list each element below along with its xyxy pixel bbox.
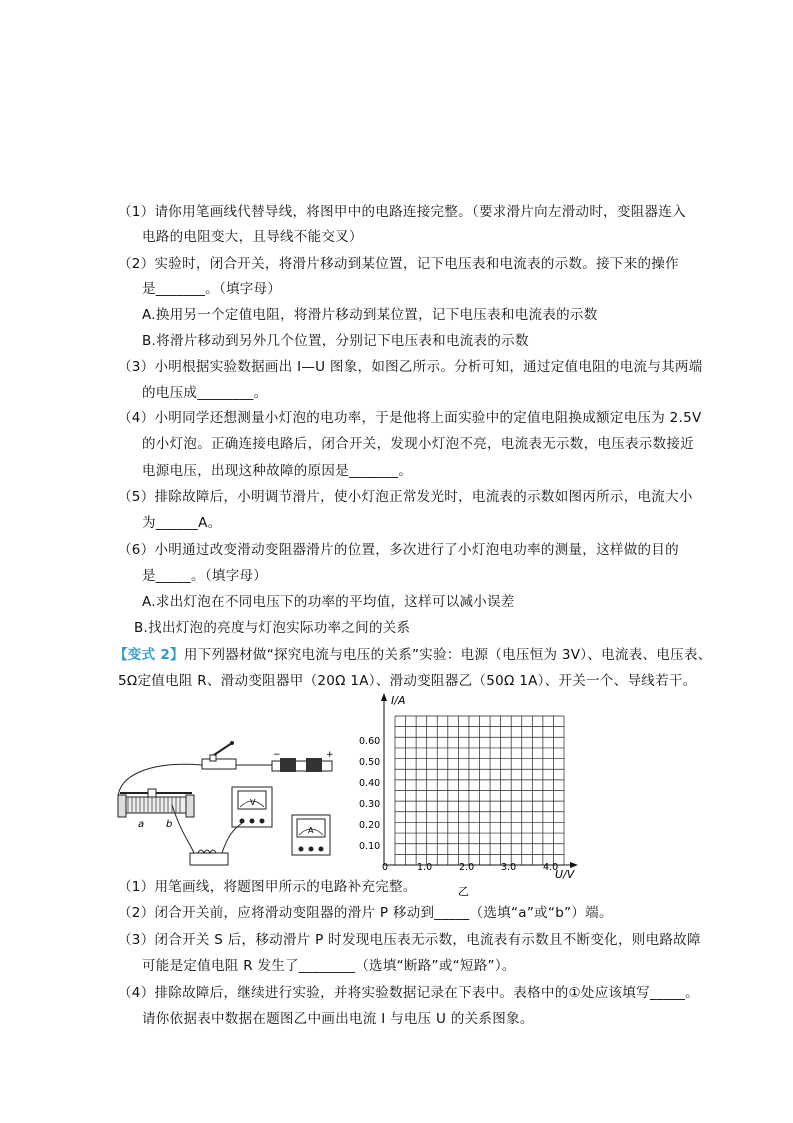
x-tick-label: 0 (382, 862, 389, 873)
variant-tag: 【变式 2】 (114, 647, 184, 663)
variant-line-2: 5Ω定值电阻 R、滑动变阻器甲（20Ω 1A）、滑动变阻器乙（50Ω 1A）、开关一个、导线若干。 (118, 673, 697, 689)
voltmeter (232, 787, 272, 827)
variant-line-1 (114, 646, 712, 664)
rheostat-terminal-b: b (166, 819, 173, 830)
switch (202, 741, 236, 769)
q6-line-2: 是_____。（填字母） (142, 568, 268, 584)
y-tick-label: 0.20 (359, 820, 381, 831)
ammeter (292, 815, 330, 855)
iu-graph (355, 688, 587, 903)
q2-option-a: A.换用另一个定值电阻，将滑片移动到某位置，记下电压表和电流表的示数 (142, 307, 598, 323)
q6-option-a: A.求出灯泡在不同电压下的功率的平均值，这样可以减小误差 (142, 594, 515, 610)
x-tick-label: 3.0 (501, 862, 517, 873)
variant-intro: 用下列器材做“探究电流与电压的关系”实验：电源（电压恒为 3V）、电流表、电压表、 (183, 647, 712, 663)
q4-line-3: 电源电压，出现这种故障的原因是_______。 (142, 463, 413, 479)
svg-text:−: − (273, 750, 281, 760)
y-axis-label: I/A (391, 694, 406, 707)
x-tick-label: 4.0 (543, 862, 559, 873)
v3-line-1: （3）闭合开关 S 后，移动滑片 P 时发现电压表无示数，电流表有示数且不断变化，则电路故障 (118, 932, 701, 948)
y-tick-label: 0.50 (359, 757, 381, 768)
y-tick-label: 0.30 (359, 799, 381, 810)
q3-line-2: 的电压成________。 (142, 385, 268, 401)
y-tick-label: 0.10 (359, 841, 381, 852)
circuit-figure (110, 725, 350, 873)
v4-line-2: 请你依据表中数据在题图乙中画出电流 I 与电压 U 的关系图象。 (142, 1011, 534, 1027)
q1-line-1: （1）请你用笔画线代替导线，将图甲中的电路连接完整。（要求滑片向左滑动时，变阻器连入 (118, 204, 686, 220)
v2-line-1: （2）闭合开关前，应将滑动变阻器的滑片 P 移动到_____（选填“a”或“b”）端。 (118, 905, 613, 921)
ammeter-symbol: A (308, 826, 314, 835)
svg-text:+: + (326, 750, 334, 760)
graph-caption: 乙 (458, 885, 469, 898)
x-tick-label: 1.0 (417, 862, 433, 873)
x-tick-label: 2.0 (459, 862, 475, 873)
q2-line-2: 是_______。（填字母） (142, 281, 282, 297)
rheostat (118, 789, 194, 830)
q5-line-1: （5）排除故障后，小明调节滑片，使小灯泡正常发光时，电流表的示数如图丙所示，电流大小 (118, 489, 693, 505)
y-tick-label: 0.40 (359, 778, 381, 789)
q5-line-2: 为______A。 (142, 515, 222, 531)
q2-line-1: （2）实验时，闭合开关，将滑片移动到某位置，记下电压表和电流表的示数。接下来的操作 (118, 256, 679, 272)
q3-line-1: （3）小明根据实验数据画出 I—U 图象，如图乙所示。分析可知，通过定值电阻的电流与其两端 (118, 359, 703, 375)
q6-option-b: B.找出灯泡的亮度与灯泡实际功率之间的关系 (134, 620, 411, 636)
x-axis-label: U/V (555, 868, 575, 881)
rheostat-terminal-a: a (138, 819, 145, 830)
q1-line-2: 电路的电阻变大，且导线不能交叉） (142, 229, 363, 245)
v3-line-2: 可能是定值电阻 R 发生了________（选填“断路”或“短路”）。 (142, 958, 516, 974)
q4-line-2: 的小灯泡。正确连接电路后，闭合开关，发现小灯泡不亮，电流表无示数，电压表示数接近 (142, 436, 694, 452)
battery (272, 750, 334, 772)
y-tick-label: 0.60 (359, 736, 381, 747)
graph-grid (395, 716, 564, 865)
q2-option-b: B.将滑片移动到另外几个位置，分别记下电压表和电流表的示数 (142, 333, 529, 349)
v1-line-1: （1）用笔画线，将题图甲所示的电路补充完整。 (118, 879, 417, 895)
q6-line-1: （6）小明通过改变滑动变阻器滑片的位置，多次进行了小灯泡电功率的测量，这样做的目的 (118, 542, 679, 558)
q4-line-1: （4）小明同学还想测量小灯泡的电功率，于是他将上面实验中的定值电阻换成额定电压为 2.5V (118, 410, 702, 426)
v4-line-1: （4）排除故障后，继续进行实验，并将实验数据记录在下表中。表格中的①处应该填写_____。 (118, 985, 699, 1001)
voltmeter-symbol: V (250, 798, 256, 807)
